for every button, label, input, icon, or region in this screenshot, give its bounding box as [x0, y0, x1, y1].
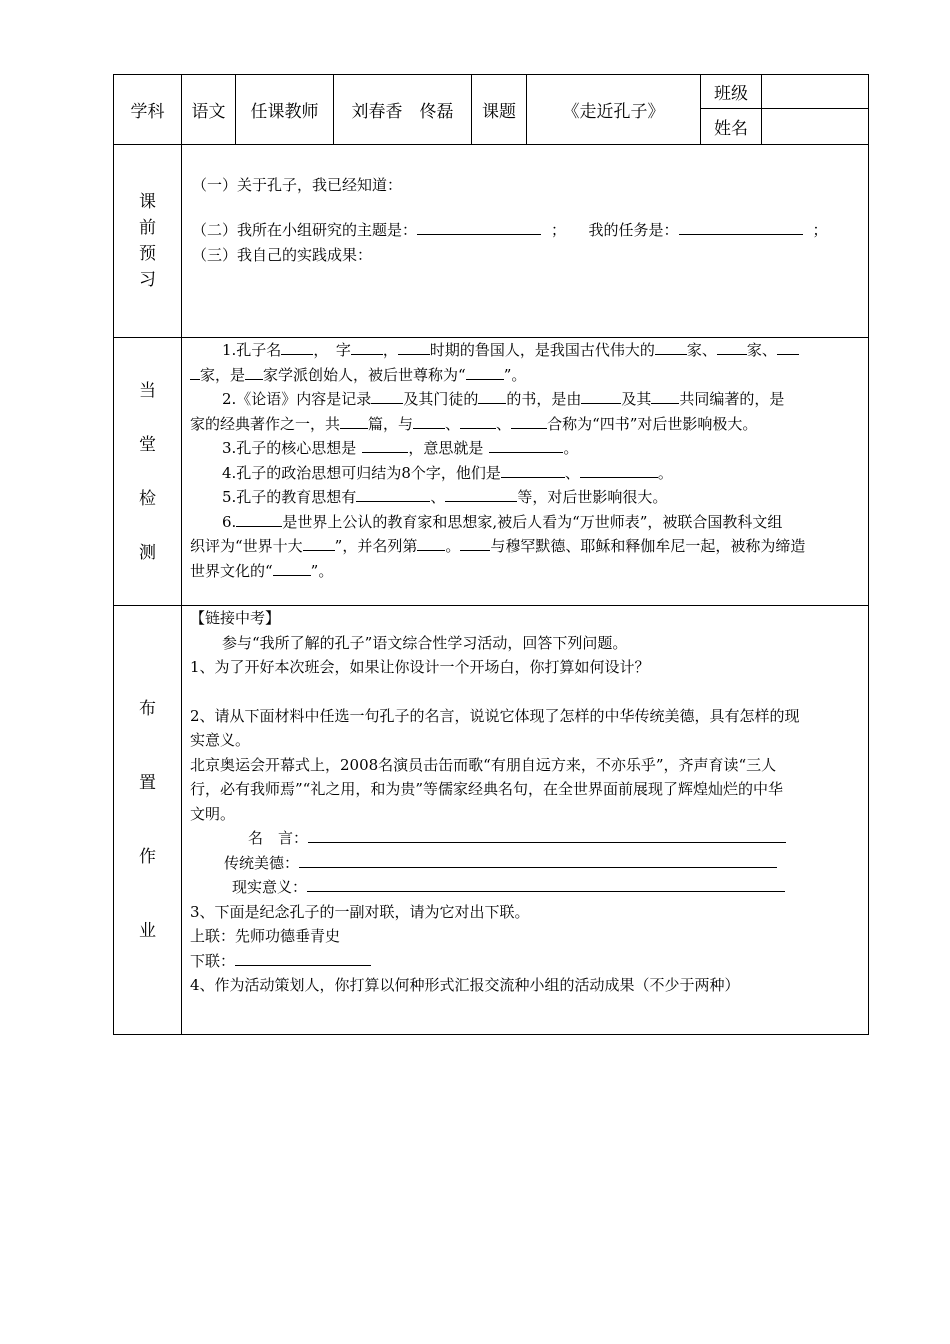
- topic-value: 《走近孔子》: [527, 75, 701, 145]
- blank[interactable]: [501, 461, 565, 478]
- q3-text: ，意思就是: [408, 439, 484, 457]
- label-char: 检: [139, 488, 156, 509]
- q1-text: 家、: [746, 341, 777, 359]
- label-char: 测: [139, 542, 156, 563]
- homework-q3: 3、下面是纪念孔子的一副对联，请为它对出下联。: [190, 902, 530, 921]
- q1-text: 1.孔子名: [222, 341, 282, 359]
- label-char: 习: [139, 270, 156, 290]
- q2-text: 及其: [621, 390, 652, 408]
- quote-blank[interactable]: [308, 826, 786, 843]
- test-section-label: [114, 338, 182, 606]
- blank[interactable]: [581, 387, 621, 404]
- question-1-line-1: [190, 338, 868, 363]
- q4-text: 、: [564, 463, 580, 482]
- blank[interactable]: [340, 412, 368, 429]
- blank[interactable]: [413, 412, 445, 429]
- q2-text: 篇，与: [368, 414, 414, 433]
- teacher-label: 任课教师: [236, 75, 334, 145]
- preview-line-3: （三）我自己的实践成果：: [192, 246, 373, 264]
- field-meaning: [190, 875, 868, 900]
- question-1-line-2: [190, 363, 868, 388]
- homework-q2-line-2: 实意义。: [190, 731, 251, 749]
- blank[interactable]: [417, 534, 445, 551]
- q4-text: 。: [657, 463, 673, 482]
- subject-value: 语文: [182, 75, 236, 145]
- blank[interactable]: [655, 338, 687, 355]
- label-char: 布: [139, 699, 156, 719]
- blank[interactable]: [362, 436, 408, 453]
- q6-text: 。: [445, 537, 461, 555]
- quote-label: 名 言：: [248, 829, 309, 847]
- preview-line-1: （一）关于孔子，我已经知道：: [192, 176, 403, 194]
- q2-text: 合称为“四书”对后世影响极大。: [547, 414, 758, 433]
- blank[interactable]: [777, 338, 799, 355]
- teacher-value: 刘春香 佟磊: [334, 75, 472, 145]
- blank[interactable]: [236, 510, 282, 527]
- q2-text: 、: [445, 414, 461, 433]
- blank[interactable]: [190, 363, 200, 380]
- class-field[interactable]: [762, 75, 869, 109]
- blank[interactable]: [398, 338, 430, 355]
- blank[interactable]: [460, 534, 490, 551]
- q6-text: 世界文化的“: [190, 561, 273, 580]
- question-4: [190, 461, 868, 486]
- virtue-blank[interactable]: [299, 851, 777, 868]
- preview-line-2: [192, 218, 868, 243]
- topic-blank[interactable]: [417, 218, 541, 235]
- meaning-blank[interactable]: [307, 875, 785, 892]
- q2-text: 2.《论语》内容是记录: [222, 390, 372, 408]
- question-6-line-1: [190, 510, 868, 535]
- material-line-2: 行，必有我师焉”“礼之用，和为贵”等儒家经典名句，在全世界面前展现了辉煌灿烂的中华: [190, 780, 784, 798]
- name-field[interactable]: [762, 109, 869, 145]
- label-char: 预: [139, 244, 156, 264]
- field-virtue: [190, 851, 868, 876]
- label-char: 业: [139, 921, 156, 941]
- q5-text: 、: [430, 488, 446, 506]
- label-char: 课: [139, 192, 156, 212]
- q6-text: ”，并名列第: [334, 537, 418, 555]
- subject-label: 学科: [114, 75, 182, 145]
- blank[interactable]: [651, 387, 679, 404]
- q6-text: 织评为“世界十大: [190, 537, 303, 555]
- q6-text: 6.: [222, 512, 237, 531]
- label-char: 置: [139, 773, 156, 793]
- q1-text: 家，是: [200, 365, 246, 384]
- label-char: 堂: [139, 434, 156, 455]
- blank[interactable]: [356, 485, 430, 502]
- q2-text: 共同编著的，是: [679, 390, 785, 408]
- q6-text: 与穆罕默德、耶稣和释伽牟尼一起，被称为缔造: [490, 537, 806, 555]
- blank[interactable]: [371, 387, 403, 404]
- homework-q2-line-1: 2、请从下面材料中任选一句孔子的名言，说说它体现了怎样的中华传统美德，具有怎样的现: [190, 706, 800, 725]
- q2-text: 的书，是由: [506, 390, 582, 408]
- topic-label: 课题: [472, 75, 527, 145]
- question-3: [190, 436, 868, 461]
- homework-q1: 1、为了开好本次班会，如果让你设计一个开场白，你打算如何设计？: [190, 658, 650, 676]
- label-char: 作: [139, 847, 156, 867]
- blank[interactable]: [281, 338, 313, 355]
- name-label: 姓名: [701, 109, 762, 145]
- virtue-label: 传统美德：: [224, 853, 300, 872]
- q2-text: 家的经典著作之一，共: [190, 414, 341, 433]
- meaning-label: 现实意义：: [232, 878, 308, 896]
- q2-text: 、: [496, 414, 512, 433]
- label-char: 前: [139, 218, 156, 238]
- question-2-line-1: [190, 387, 868, 412]
- blank[interactable]: [303, 534, 335, 551]
- lesson-plan-page: [113, 74, 868, 1035]
- blank[interactable]: [580, 461, 658, 478]
- preview-section-label: [114, 145, 182, 338]
- couplet-lower: [190, 949, 868, 974]
- blank[interactable]: [511, 412, 547, 429]
- blank[interactable]: [351, 338, 383, 355]
- link-exam-title: 【链接中考】: [190, 609, 281, 627]
- q6-text: 是世界上公认的教育家和思想家,被后人看为“万世师表”，被联合国教科文组: [282, 512, 783, 531]
- lower-blank[interactable]: [235, 949, 371, 966]
- blank[interactable]: [445, 485, 517, 502]
- q1-text: ， 字: [313, 341, 351, 359]
- homework-q4: 4、作为活动策划人，你打算以何种形式汇报交流种小组的活动成果（不少于两种）: [190, 976, 740, 994]
- field-quote: [190, 826, 868, 851]
- q1-text: 家学派创始人，被后世尊称为“: [263, 365, 466, 384]
- homework-intro: 参与“我所了解的孔子”语文综合性学习活动，回答下列问题。: [222, 633, 628, 652]
- homework-content: [182, 606, 869, 1035]
- q6-text: ”。: [310, 561, 334, 580]
- material-line-3: 文明。: [190, 804, 236, 823]
- preview-content: [182, 145, 869, 338]
- q1-text: ，: [382, 341, 398, 359]
- q1-text: 时期的鲁国人，是我国古代伟大的: [429, 341, 655, 359]
- blank[interactable]: [466, 363, 504, 380]
- material-line-1: 北京奥运会开幕式上，2008名演员击缶而歌“有朋自远方来，不亦乐乎”，齐声育读“三人: [190, 755, 777, 774]
- q3-text: 3.孔子的核心思想是: [222, 439, 357, 457]
- label-char: 当: [139, 380, 156, 401]
- q1-text: ”。: [503, 365, 527, 384]
- q4-text: 4.孔子的政治思想可归结为8个字，他们是: [222, 463, 501, 482]
- blank[interactable]: [460, 412, 496, 429]
- class-label: 班级: [701, 75, 762, 109]
- blank[interactable]: [717, 338, 747, 355]
- blank[interactable]: [245, 363, 263, 380]
- preview-topic-label: （二）我所在小组研究的主题是：: [192, 221, 418, 239]
- task-blank[interactable]: [679, 218, 803, 235]
- q5-text: 等，对后世影响很大。: [517, 488, 668, 506]
- question-5: [190, 485, 868, 510]
- q5-text: 5.孔子的教育思想有: [222, 488, 357, 506]
- couplet-upper: 上联：先师功德垂青史: [190, 927, 341, 945]
- lower-label: 下联：: [190, 951, 236, 970]
- blank[interactable]: [478, 387, 506, 404]
- blank[interactable]: [489, 436, 563, 453]
- question-6-line-2: [190, 534, 868, 559]
- q3-text: 。: [563, 439, 579, 457]
- question-2-line-2: [190, 412, 868, 437]
- q2-text: 及其门徒的: [403, 390, 479, 408]
- blank[interactable]: [273, 559, 311, 576]
- test-content: [182, 338, 869, 606]
- preview-end: ；: [812, 221, 828, 239]
- q1-text: 家、: [686, 341, 717, 359]
- preview-task-label: ； 我的任务是：: [551, 221, 679, 239]
- question-6-line-3: [190, 559, 868, 584]
- homework-section-label: [114, 606, 182, 1035]
- lesson-plan-table: [113, 74, 869, 1035]
